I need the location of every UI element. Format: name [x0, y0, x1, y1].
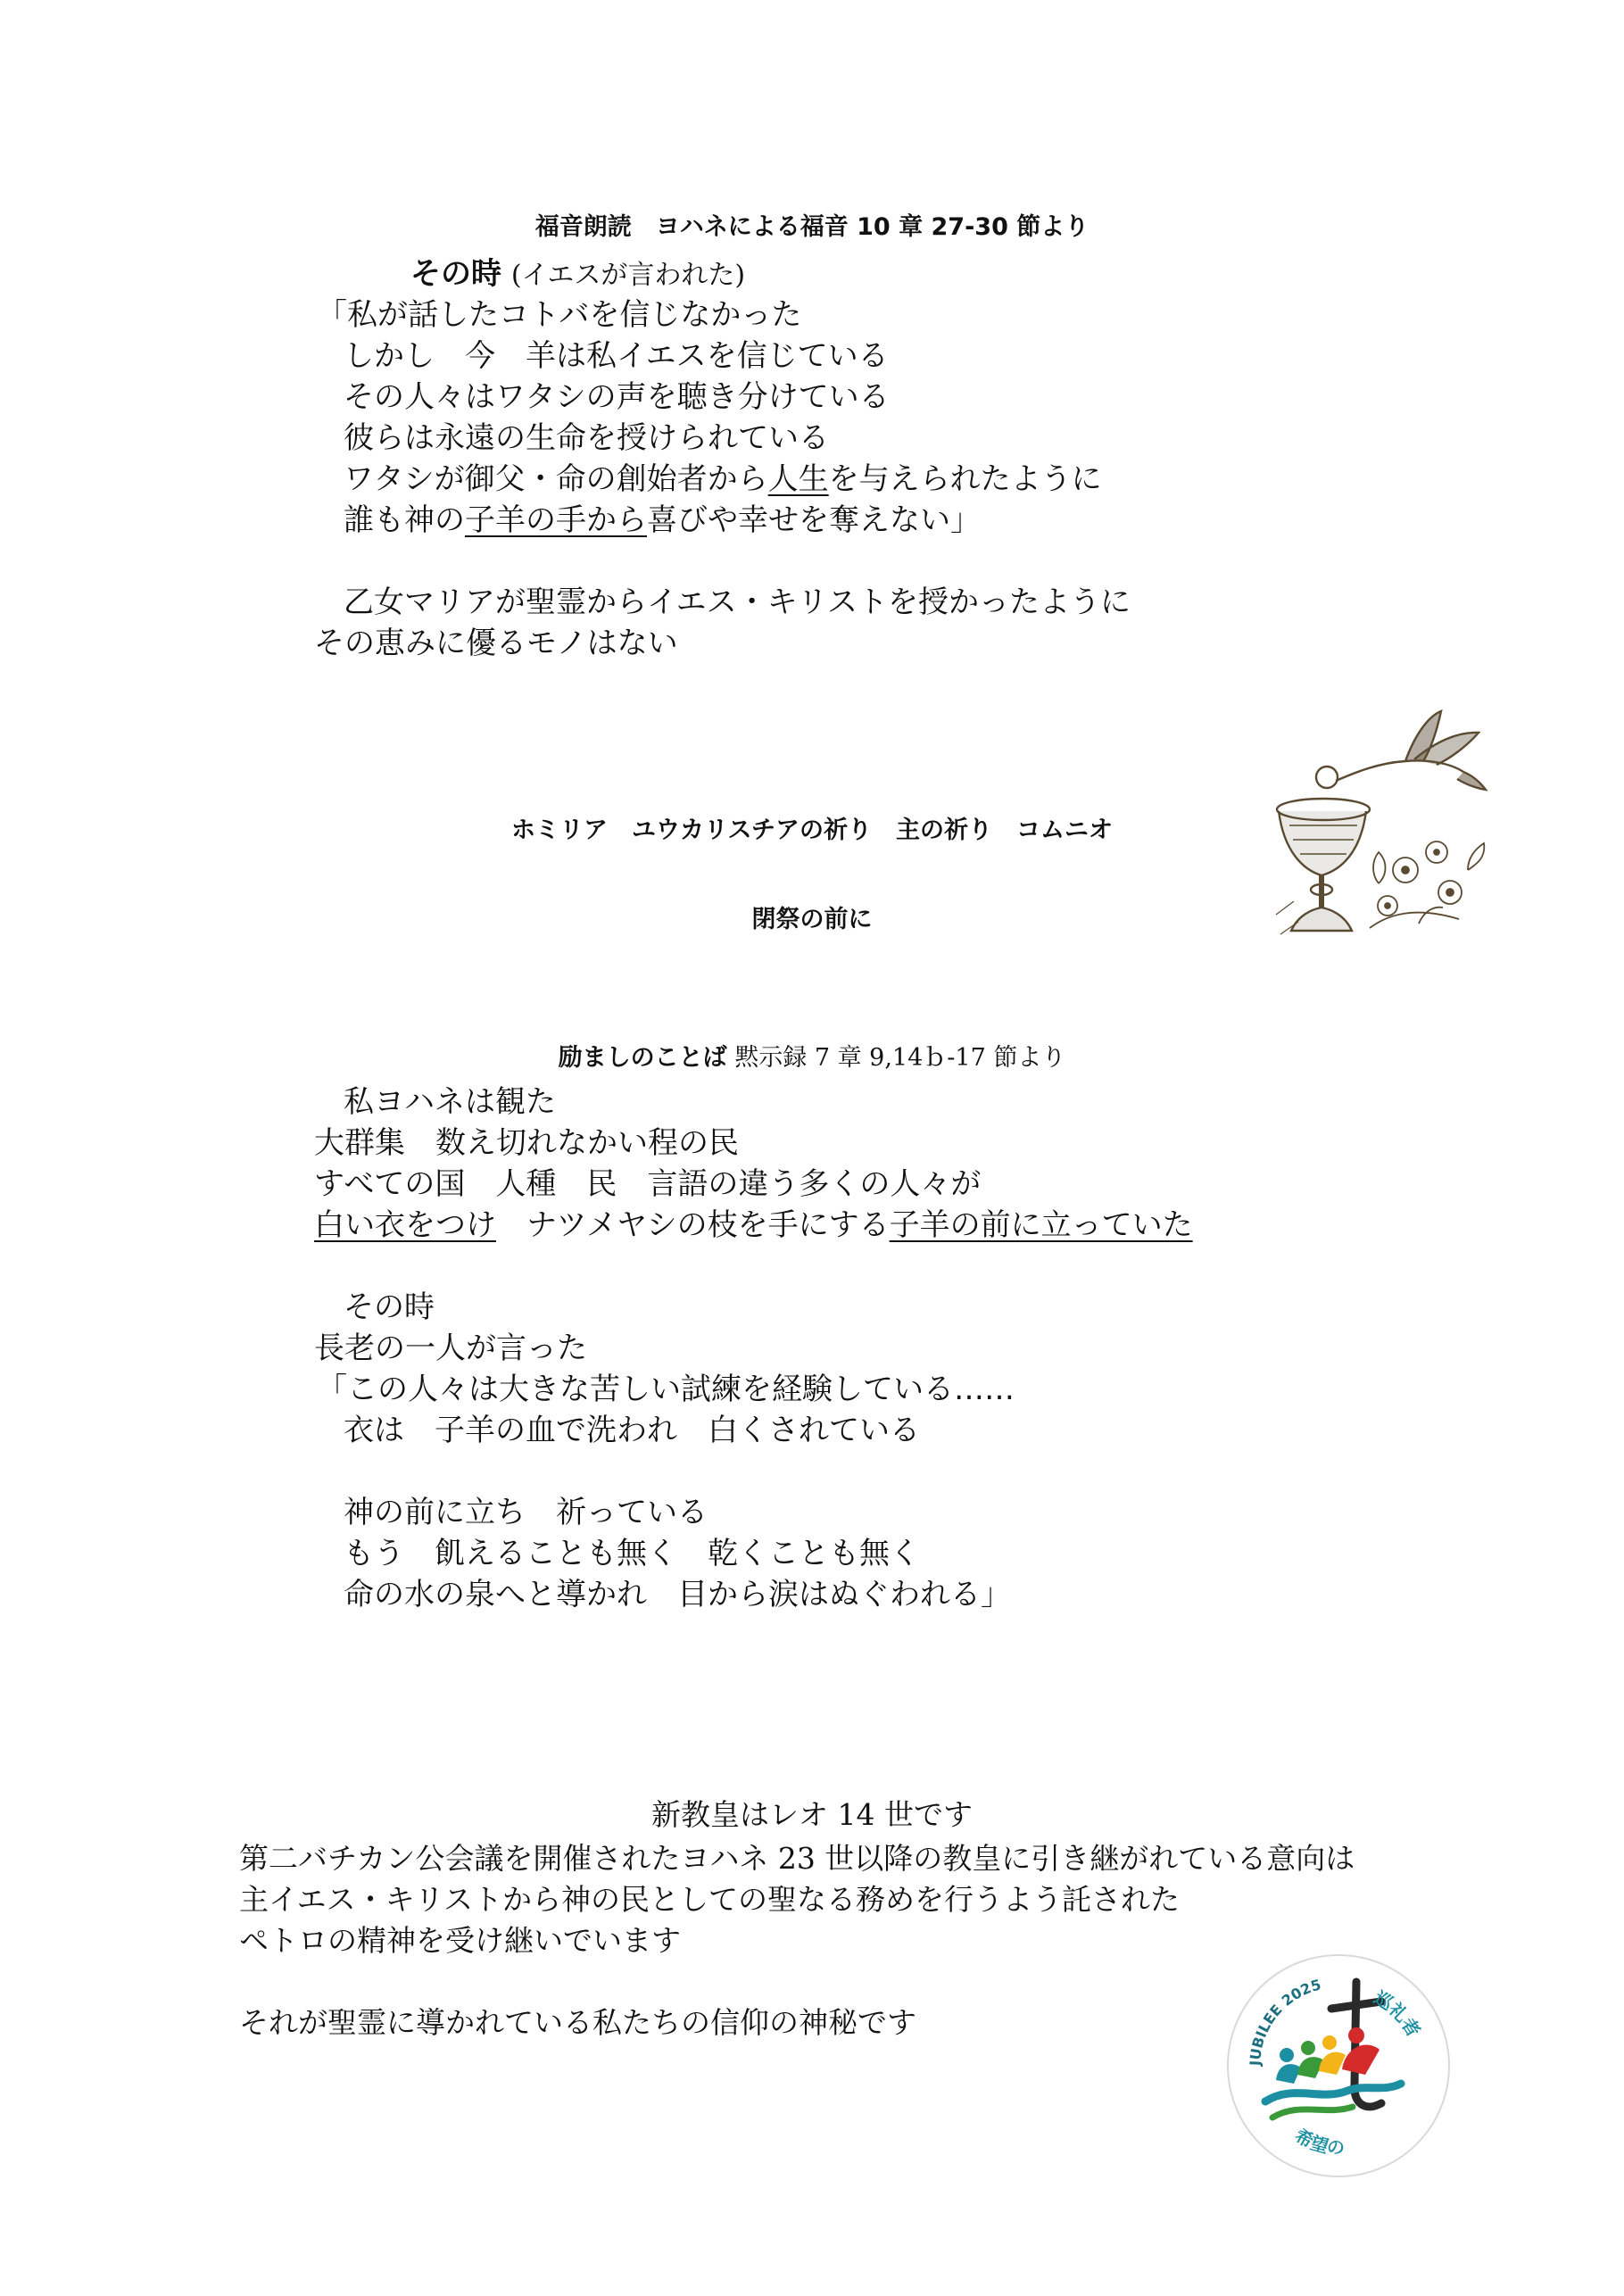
encouragement-line-2: 大群集 数え切れなかい程の民 [314, 1125, 739, 1161]
liturgy-line-2: 閉祭の前に [751, 906, 873, 933]
gospel-line-4: 彼らは永遠の生命を授けられている [344, 420, 829, 456]
host-shape [1316, 767, 1338, 788]
gospel-line-6-underlined: 子羊の手から [465, 502, 647, 538]
reflection-line-1: 乙女マリアが聖霊からイエス・キリストを授かったように [344, 584, 1131, 620]
reflection-line-2: その恵みに優るモノはない [314, 626, 678, 661]
gospel-intro-note: (イエスが言われた) [510, 260, 746, 291]
encouragement-line-7: 「この人々は大きな苦しい試練を経験している…… [317, 1372, 1015, 1407]
gospel-line-1: 「私が話したコトバを信じなかった [317, 297, 802, 333]
pope-line-2: 主イエス・キリストから神の民としての聖なる務めを行うよう託された [239, 1882, 1181, 1917]
jubilee-2025-logo [1222, 1950, 1454, 2182]
pope-title: 新教皇はレオ 14 世です [651, 1797, 973, 1832]
gospel-line-6-a: 誰も神の [344, 502, 465, 538]
encouragement-line-4-underlined-2: 子羊の前に立っていた [889, 1207, 1193, 1243]
encouragement-line-4-underlined-1: 白い衣をつけ [314, 1207, 496, 1243]
logo-side-text: 巡礼者 [1370, 1986, 1425, 2041]
encouragement-line-10: もう 飢えることも無く 乾くことも無く [344, 1536, 920, 1571]
gospel-line-2: しかし 今 羊は私イエスを信じている [344, 338, 889, 374]
encouragement-line-6: 長老の一人が言った [314, 1330, 587, 1366]
encouragement-line-11: 命の水の泉へと導かれ 目から涙はぬぐわれる」 [344, 1577, 1011, 1612]
liturgy-line-1: ホミリア ユウカリスチアの祈り 主の祈り コムニオ [511, 816, 1113, 844]
gospel-line-5 [344, 459, 1102, 500]
gospel-line-6 [344, 500, 981, 541]
gospel-line-6-b: 喜びや幸せを奪えない」 [647, 502, 981, 538]
encouragement-line-4 [314, 1205, 1193, 1246]
gospel-line-5-a: ワタシが御父・命の創始者から [344, 461, 768, 497]
encouragement-line-4-mid: ナツメヤシの枝を手にする [496, 1207, 890, 1243]
encouragement-line-5: その時 [344, 1289, 435, 1325]
gospel-heading [0, 207, 1624, 242]
dove-body [1336, 761, 1463, 782]
pope-line-1: 第二バチカン公会議を開催されたヨハネ 23 世以降の教皇に引き継がれている意向は [239, 1841, 1355, 1876]
logo-bottom-text: 希望の [1291, 2124, 1346, 2159]
encouragement-line-3: すべての国 人種 民 言語の違う多くの人々が [314, 1166, 982, 1202]
encouragement-heading-main: 励ましのことば [558, 1044, 727, 1072]
pope-line-4: それが聖霊に導かれている私たちの信仰の神秘です [239, 2005, 916, 2040]
gospel-intro-main: その時 [410, 256, 501, 292]
gospel-heading-text: 福音朗読 ヨハネによる福音 10 章 27-30 節より [534, 213, 1090, 241]
logo-top-text: JUBILEE 2025 [1246, 1976, 1323, 2067]
encouragement-line-9: 神の前に立ち 祈っている [344, 1495, 708, 1530]
pope-line-3: ペトロの精神を受け継いでいます [239, 1923, 681, 1958]
gospel-intro [410, 253, 745, 296]
encouragement-heading [0, 1038, 1624, 1073]
encouragement-heading-note: 黙示録 7 章 9,14ｂ-17 節より [734, 1044, 1066, 1072]
encouragement-line-8: 衣は 子羊の血で洗われ 白くされている [344, 1413, 920, 1448]
gospel-line-5-b: を与えられたように [828, 461, 1102, 497]
gospel-line-3: その人々はワタシの声を聴き分けている [344, 379, 890, 415]
gospel-line-5-underlined: 人生 [767, 461, 829, 497]
encouragement-line-1: 私ヨハネは観た [344, 1084, 556, 1120]
dove-tail [1457, 772, 1486, 790]
